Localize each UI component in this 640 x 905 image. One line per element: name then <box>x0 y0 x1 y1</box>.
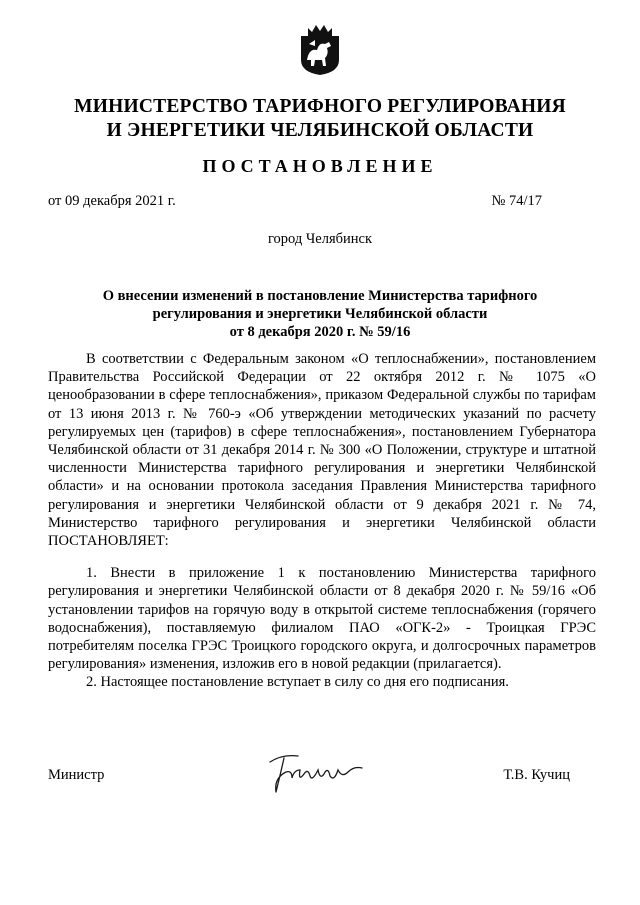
subject-line1: О внесении изменений в постановление Министерства тарифного <box>102 288 538 304</box>
document-number: № 74/17 <box>491 193 542 209</box>
signatory-name: Т.В. Кучиц <box>503 767 570 783</box>
item-1-paragraph: 1. Внести в приложение 1 к постановлению Министерства тарифного регулирования и энергетики Челябинской области от 8 декабря 2020 г. № 59/16 «Об установлении тарифов на горячую воду в открытой системе теплоснабжения (горячего водоснабжения), поставляемую филиалом ПАО «ОГК-2» - Троицкая ГРЭС потребителям поселка ГРЭС Троицкого городского округа, и долгосрочных параметров регулирования» изменения, изложив его в новой редакции (прилагается). <box>48 565 596 673</box>
document-subject <box>60 287 580 341</box>
preamble-text: В соответствии с Федеральным законом «О теплоснабжении», постановлением Правительства Российской Федерации от 22 октября 2012 г. № 1075 «О ценообразовании в сфере теплоснабжения», приказом Федеральной службы по тарифам от 13 июня 2013 г. № 760-э «Об утверждении методических указаний по расчету регулируемых цен (тарифов) в сфере теплоснабжения», постановлением Губернатора Челябинской области от 31 декабря 2014 г. № 300 «О Положении, структуре и штатной численности Министерства тарифного регулирования и энергетики Челябинской области» и на основании протокола заседания Правления Министерства тарифного регулирования и энергетики Челябинской области от 9 декабря 2021 г. № 74, Министерство тарифного регулирования и энергетики Челябинской области <box>48 351 596 531</box>
subject-line3: от 8 декабря 2020 г. № 59/16 <box>229 324 411 340</box>
ministry-name-line2: И ЭНЕРГЕТИКИ ЧЕЛЯБИНСКОЙ ОБЛАСТИ <box>106 120 534 141</box>
document-type: ПОСТАНОВЛЕНИЕ <box>202 156 438 176</box>
chelyabinsk-coat-of-arms-icon <box>299 20 341 76</box>
signatory-title: Министр <box>48 767 105 783</box>
item-2-paragraph: 2. Настоящее постановление вступает в силу со дня его подписания. <box>86 674 509 691</box>
preamble-paragraph <box>48 350 596 550</box>
ministry-name-line1: МИНИСТЕРСТВО ТАРИФНОГО РЕГУЛИРОВАНИЯ <box>74 96 566 117</box>
document-body <box>48 350 596 692</box>
document-date: от 09 декабря 2021 г. <box>48 193 176 209</box>
decree-word: ПОСТАНОВЛЯЕТ: <box>48 533 169 550</box>
subject-line2: регулирования и энергетики Челябинской области <box>152 306 488 322</box>
document-city: город Челябинск <box>267 231 373 247</box>
ministry-name <box>0 95 640 143</box>
handwritten-signature-icon <box>262 748 372 796</box>
